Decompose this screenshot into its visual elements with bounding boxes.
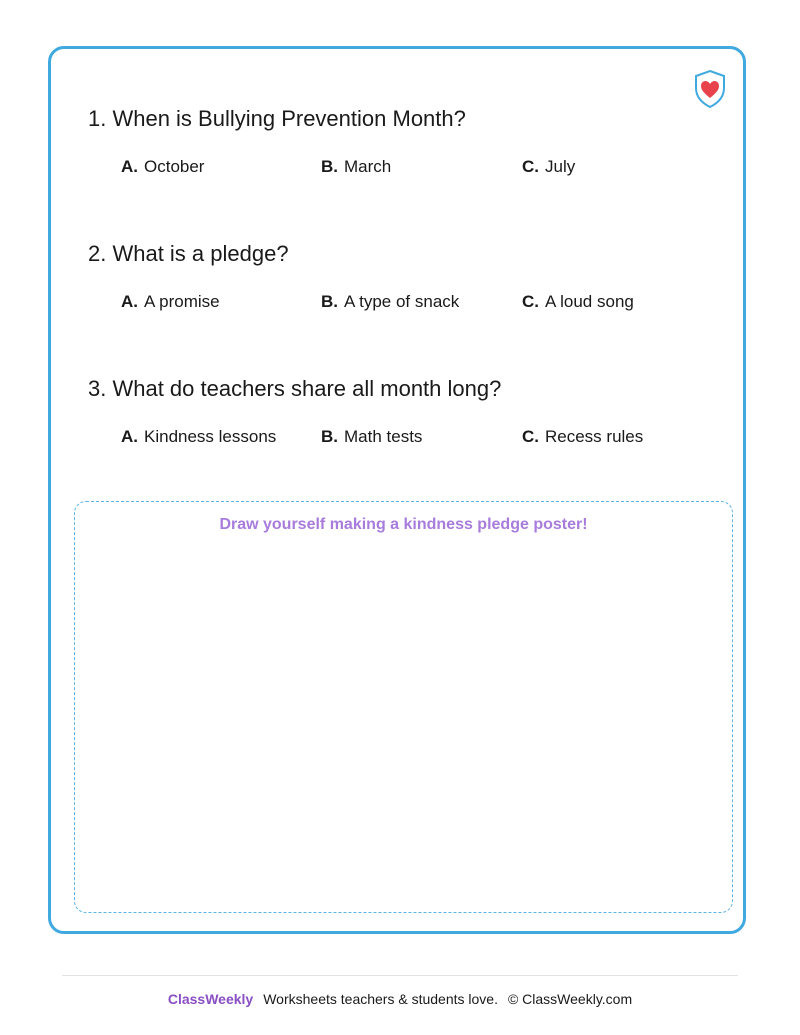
option-letter: A. — [121, 157, 138, 176]
option-letter: B. — [321, 157, 338, 176]
footer-copyright: © ClassWeekly.com — [507, 991, 633, 1007]
option-b[interactable] — [321, 426, 422, 448]
answer-options — [88, 291, 708, 315]
option-a[interactable] — [121, 291, 220, 313]
option-text: A promise — [144, 292, 220, 311]
footer-divider — [62, 975, 738, 976]
answer-options — [88, 426, 708, 450]
option-text: Kindness lessons — [144, 427, 277, 446]
option-letter: A. — [121, 427, 138, 446]
question-text: 3. What do teachers share all month long? — [88, 376, 502, 401]
drawing-area[interactable] — [74, 501, 733, 913]
option-a[interactable] — [121, 156, 204, 178]
question-2 — [88, 240, 708, 315]
option-text: October — [144, 157, 205, 176]
option-b[interactable] — [321, 156, 391, 178]
option-a[interactable] — [121, 426, 276, 448]
option-text: A type of snack — [344, 292, 460, 311]
option-letter: A. — [121, 292, 138, 311]
option-c[interactable] — [522, 156, 575, 178]
drawing-prompt: Draw yourself making a kindness pledge poster! — [219, 516, 588, 533]
option-letter: C. — [522, 292, 539, 311]
option-c[interactable] — [522, 291, 634, 313]
option-text: March — [344, 157, 392, 176]
footer-tagline: Worksheets teachers & students love. — [263, 991, 498, 1007]
option-letter: C. — [522, 157, 539, 176]
worksheet-frame — [48, 46, 746, 934]
question-text: 1. When is Bullying Prevention Month? — [88, 106, 466, 131]
option-text: Math tests — [344, 427, 423, 446]
option-b[interactable] — [321, 291, 459, 313]
footer — [0, 989, 800, 1009]
option-c[interactable] — [522, 426, 643, 448]
question-1 — [88, 105, 708, 180]
answer-options — [88, 156, 708, 180]
question-text: 2. What is a pledge? — [88, 241, 289, 266]
option-text: Recess rules — [545, 427, 644, 446]
footer-brand: ClassWeekly — [167, 991, 254, 1007]
option-letter: B. — [321, 427, 338, 446]
option-letter: B. — [321, 292, 338, 311]
option-letter: C. — [522, 427, 539, 446]
heart-shield-icon — [693, 69, 727, 109]
option-text: A loud song — [545, 292, 634, 311]
question-3 — [88, 375, 708, 450]
option-text: July — [545, 157, 576, 176]
